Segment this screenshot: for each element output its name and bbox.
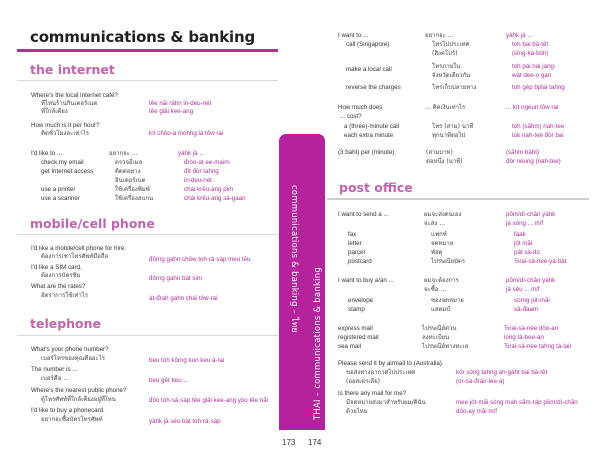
tab-label-english: THAI – communications & banking (312, 267, 322, 420)
phrase-translit: túk nah-tee đòr bai (512, 132, 564, 139)
phrase-english: each extra minute (344, 132, 394, 139)
section-divider (17, 335, 278, 336)
phrase-thai: ติดต่อทาง (115, 168, 141, 175)
phrase-english: reverse the charges (346, 84, 401, 91)
phrase-translit: (or-sà-đrair-lee-a) (456, 378, 505, 385)
phrase-thai: พัสดุ (431, 249, 443, 256)
phrase-english: Where's the local Internet café? (31, 92, 118, 99)
page-number-left: 173 (282, 438, 296, 447)
phrase-translit: àt-đrah gahn chái tôw-rai (149, 295, 218, 302)
phrase-english: I'd like to ... (31, 150, 63, 157)
phrase-thai: โทรเก็บปลายทาง (432, 84, 477, 91)
phrase-translit: yàhk jà ... (506, 32, 533, 39)
phrase-translit: Ђrai-sà-nee-yá-bàt (514, 258, 567, 265)
phrase-thai: ตู้โทรศัพท์ที่ใกล้เคียงอยู่ที่ไหน (41, 396, 116, 403)
section-divider (17, 234, 278, 235)
phrase-thai: ที่ไหนร้านกินเตอร์เนต (41, 100, 98, 107)
phrase-thai: อัตราการใช้เท่าไร (41, 292, 88, 299)
phrase-english: make a local call (346, 66, 392, 73)
right-page (322, 0, 600, 458)
phrase-english: call (Singapore) (346, 41, 390, 48)
phrase-translit: toh gèp bplai tahng (512, 84, 565, 91)
phrase-english: get Internet access (41, 168, 94, 175)
phrase-thai: เบอร์คือ ... (41, 375, 69, 382)
phrase-thai: ไปรษณีย์ทางทะเล (422, 343, 469, 350)
phrase-translit: Ђrai-sà-nee tahng tá-lair (504, 343, 572, 350)
phrase-english: use a printer (41, 186, 76, 193)
tab-label-thai: communications & banking – ไทย (290, 185, 300, 333)
phrase-thai: มีจดหมายส่งมาสำหรับผม/ดิฉัน (346, 399, 426, 406)
phrase-translit: têe glâi kee-ang (149, 108, 194, 115)
phrase-thai: จะส่ง ... (424, 220, 445, 227)
phrase-thai: ขอส่งทางอากาศไปประเทศ (346, 369, 416, 376)
phrase-english: Where's the nearest public phone? (31, 387, 127, 394)
phrase-translit: (sǐng-kà-bòh) (512, 50, 549, 57)
phrase-thai: อยากจะ ... (425, 32, 454, 39)
phrase-english: Is there any mail for me? (338, 390, 407, 397)
phrase-english: ... cost? (340, 113, 362, 120)
phrase-thai: ต้องการเช่าโทรศัพท์มือถือ (41, 253, 109, 260)
phrase-english: envelope (348, 297, 374, 304)
phrase-translit: dôo-ay măi m/f (456, 408, 497, 415)
section-title-internet: the internet (30, 62, 115, 77)
phrase-translit: toh bai bà-tèt (512, 41, 549, 48)
phrase-thai: โทรไปประเทศ (432, 41, 470, 48)
phrase-translit: yàhk jà séu bàt toh·rá·sàp (149, 418, 221, 425)
phrase-english: How much does (338, 104, 383, 111)
phrase-english: letter (348, 240, 362, 247)
phrase-english: use a scanner (41, 195, 80, 202)
phrase-translit: đòr nèung (nah-tee) (506, 158, 561, 165)
phrase-thai: (สิงคโปร์) (432, 50, 458, 57)
phrase-thai: แฟกซ์ (431, 231, 447, 238)
phrase-translit: têe năi ráhn in-deu-nét (149, 100, 212, 107)
section-divider (327, 198, 589, 200)
phrase-translit: jòt măi (514, 240, 533, 247)
phrase-english: postcard (348, 258, 372, 265)
phrase-thai: ต่อหนึ่ง (นาที) (426, 158, 463, 165)
phrase-translit: in-deu-nét (184, 177, 212, 184)
phrase-english: check my email (41, 159, 84, 166)
phrase-translit: toh pai nai jang- (512, 63, 557, 70)
phrase-thai: ทุกนาทีต่อไป (432, 132, 466, 139)
chapter-title: communications & banking (30, 28, 255, 46)
phrase-translit: sorng jòt-măi (514, 297, 550, 304)
phrase-translit: fàak (514, 231, 526, 238)
phrase-translit: đròo-at ee-mairn (184, 159, 230, 166)
phrase-translit: mee jòt-măi sòng mah săm-ràp pŏm/dì-chăn (456, 399, 578, 406)
phrase-english: How much is it per hour? (31, 122, 100, 129)
phrase-english: stamp (348, 306, 365, 313)
phrase-english: I want to send a ... (338, 211, 389, 218)
phrase-translit: jà sòng ... m/f (506, 220, 544, 227)
phrase-translit: wàt dee-o gan (512, 72, 552, 79)
phrase-english: registered mail (338, 334, 379, 341)
phrase-translit: kít chôo-a mohng lá tôw rai (149, 130, 224, 137)
phrase-translit: (săhm bàht) (506, 149, 540, 156)
phrase-thai: โทร (สาม) นาที (432, 123, 474, 130)
phrase-translit: chái krêu-ang pim (184, 186, 234, 193)
phrase-translit: pŏm/dì-chăn yàhk (506, 277, 556, 284)
section-divider (17, 80, 278, 81)
phrase-translit: jà séu ... m/f (506, 286, 540, 293)
phrase-translit: yàhk jà ... (178, 150, 205, 157)
phrase-english: I want to ... (338, 32, 369, 39)
chapter-divider (17, 49, 278, 52)
phrase-thai: อยากจะซื้อบัตรโทรศัพท์ (41, 416, 103, 423)
phrase-translit: đìt đòr tahng (184, 168, 219, 175)
phrase-thai: ไปรษณีย์ด่วน (422, 325, 457, 332)
phrase-thai: ไปรษณียบัตร (431, 258, 466, 265)
phrase-thai: ผมจะต้องการ (424, 277, 459, 284)
phrase-translit: Ђrai-sà-nee dòo-an (504, 325, 559, 332)
phrase-english: What are the rates? (31, 283, 86, 290)
phrase-english: I'd like a mobile/cell phone for hire. (31, 245, 127, 252)
phrase-thai: ต้องการบัตรซิม (41, 272, 81, 279)
phrase-thai: ... คิดเงินเท่าไร (425, 104, 466, 111)
phrase-thai: ลงทะเบียน (422, 334, 450, 341)
phrase-thai: โทรภายใน (432, 63, 461, 70)
phrase-thai: เบอร์โทรของคุณคืออะไร (41, 355, 105, 362)
phrase-english: sea mail (338, 343, 362, 350)
phrase-translit: sà-đaam (514, 306, 539, 313)
phrase-thai: ตรวจอีเมล (115, 159, 143, 166)
phrase-thai: จังหวัดเดียวกัน (432, 72, 471, 79)
phrase-english: (3 baht) per (minute). (338, 149, 397, 156)
phrase-translit: kŏr sòng tahng ah-gàht bai bà-têt (456, 369, 548, 376)
section-title-mobile: mobile/cell phone (30, 216, 155, 231)
phrase-english: What's your phone number? (31, 346, 109, 353)
phrase-thai: ด้วยไหม (346, 408, 368, 415)
phrase-english: a (three)-minute call (344, 123, 400, 130)
phrase-translit: đôo toh·sà·sàp têe glâi kee-ang yòo têe năi (149, 397, 269, 404)
phrase-translit: ... kít ngeun tôw rai (506, 104, 559, 111)
phrase-thai: ที่ใกล้เคียง (41, 108, 68, 115)
phrase-thai: แสตมป์ (431, 306, 451, 313)
phrase-thai: ซองจดหมาย (431, 297, 464, 304)
phrase-thai: (สามบาท) (426, 149, 453, 156)
phrase-translit: pát sà-dù (514, 249, 540, 256)
section-title-telephone: telephone (30, 316, 102, 331)
phrase-thai: จดหมาย (431, 240, 454, 247)
phrase-translit: toh (săhm) nah-tee (512, 123, 565, 130)
phrase-thai: ใช้เครื่องพิมพ์ (115, 186, 150, 193)
phrase-english: The number is ... (31, 366, 78, 373)
phrase-thai: ผมจะส่งตนเอง (424, 211, 462, 218)
phrase-thai: จะซื้อ ... (424, 286, 447, 293)
phrase-english: I'd like to buy a phonecard. (31, 407, 105, 414)
phrase-english: I'd like a SIM card. (31, 264, 82, 271)
phrase-translit: pŏm/dì-chăn yàhk (506, 211, 556, 218)
phrase-translit: đôrng gahn chôw toh·rá·sàp meu tĕu (149, 256, 251, 263)
left-page (0, 0, 280, 458)
phrase-thai: อินเตอร์เนต (115, 177, 146, 184)
phrase-translit: long tá-bee-an (504, 334, 544, 341)
phrase-thai: ใช้เครื่องสแกน (115, 195, 154, 202)
page-number-right: 174 (308, 438, 322, 447)
phrase-translit: beu toh kŏrng kun keu à-rai (149, 357, 225, 364)
section-title-post-office: post office (339, 180, 413, 195)
phrase-translit: beu gĕr keu ... (149, 377, 189, 384)
phrase-translit: đôrng gahn bàt sim (149, 275, 202, 282)
phrase-english: Please send it by airmail to (Australia). (338, 360, 444, 367)
phrase-translit: chái krêu-ang sà-gaan (184, 195, 246, 202)
phrase-english: parcel (348, 249, 365, 256)
phrase-thai: คิดชั่วโมงละเท่าไร (41, 130, 89, 137)
phrase-thai: อยากจะ ... (109, 150, 138, 157)
phrase-english: fax (348, 231, 357, 238)
phrase-english: I want to buy a/an ... (338, 277, 394, 284)
phrase-thai: (ออสเตรเลีย) (346, 378, 380, 385)
phrase-english: express mail (338, 325, 373, 332)
